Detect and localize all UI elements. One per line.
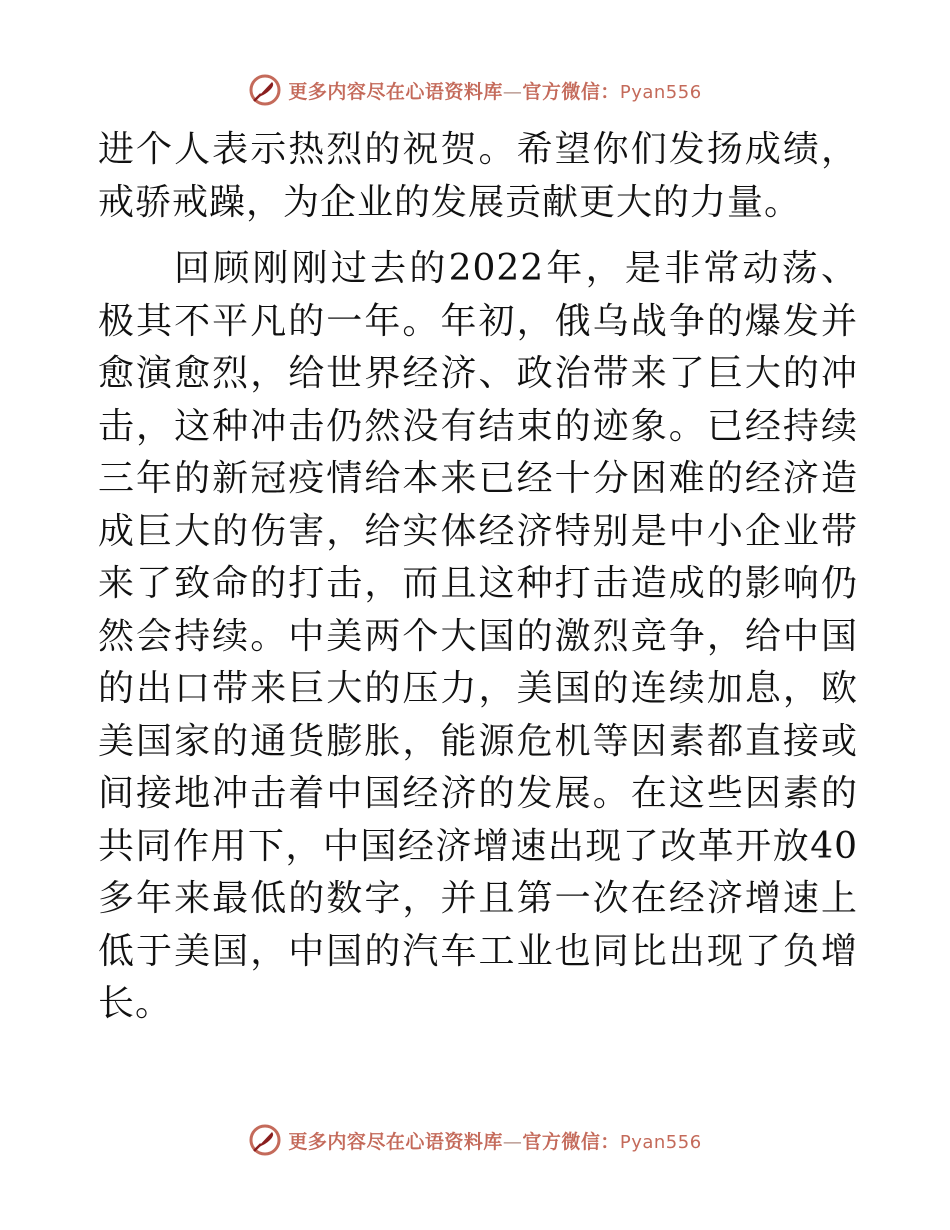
site-name: 更多内容尽在心语资料库 (288, 80, 503, 103)
wechat-label: 官方微信： (522, 1130, 620, 1153)
header-banner (0, 70, 950, 110)
paragraph: 进个人表示热烈的祝贺。希望你们发扬成绩，戒骄戒躁，为企业的发展贡献更大的力量。 (98, 129, 858, 223)
document-body (98, 124, 858, 1031)
feather-pen-logo-icon (248, 73, 282, 107)
wechat-id: Pyan556 (619, 81, 702, 103)
site-name: 更多内容尽在心语资料库 (288, 1130, 503, 1153)
banner-dash: — (502, 1130, 523, 1153)
footer-banner (0, 1120, 950, 1160)
feather-pen-logo-icon (248, 1123, 282, 1157)
paragraph: 回顾刚刚过去的2022年，是非常动荡、极其不平凡的一年。年初，俄乌战争的爆发并愈演愈烈，给世界经济、政治带来了巨大的冲击，这种冲击仍然没有结束的迹象。已经持续三年的新冠疫情给本来已经十分困难的经济造成巨大的伤害，给实体经济特别是中小企业带来了致命的打击，而且这种打击造成的影响仍然会持续。中美两个大国的激烈竞争，给中国的出口带来巨大的压力，美国的连续加息，欧美国家的通货膨胀，能源危机等因素都直接或间接地冲击着中国经济的发展。在这些因素的共同作用下，中国经济增速出现了改革开放40多年来最低的数字，并且第一次在经济增速上低于美国，中国的汽车工业也同比出现了负增长。 (98, 248, 858, 1024)
banner-text (288, 77, 701, 104)
wechat-id: Pyan556 (619, 1131, 702, 1153)
banner-dash: — (502, 80, 523, 103)
wechat-label: 官方微信： (522, 80, 620, 103)
banner-text (288, 1127, 701, 1154)
